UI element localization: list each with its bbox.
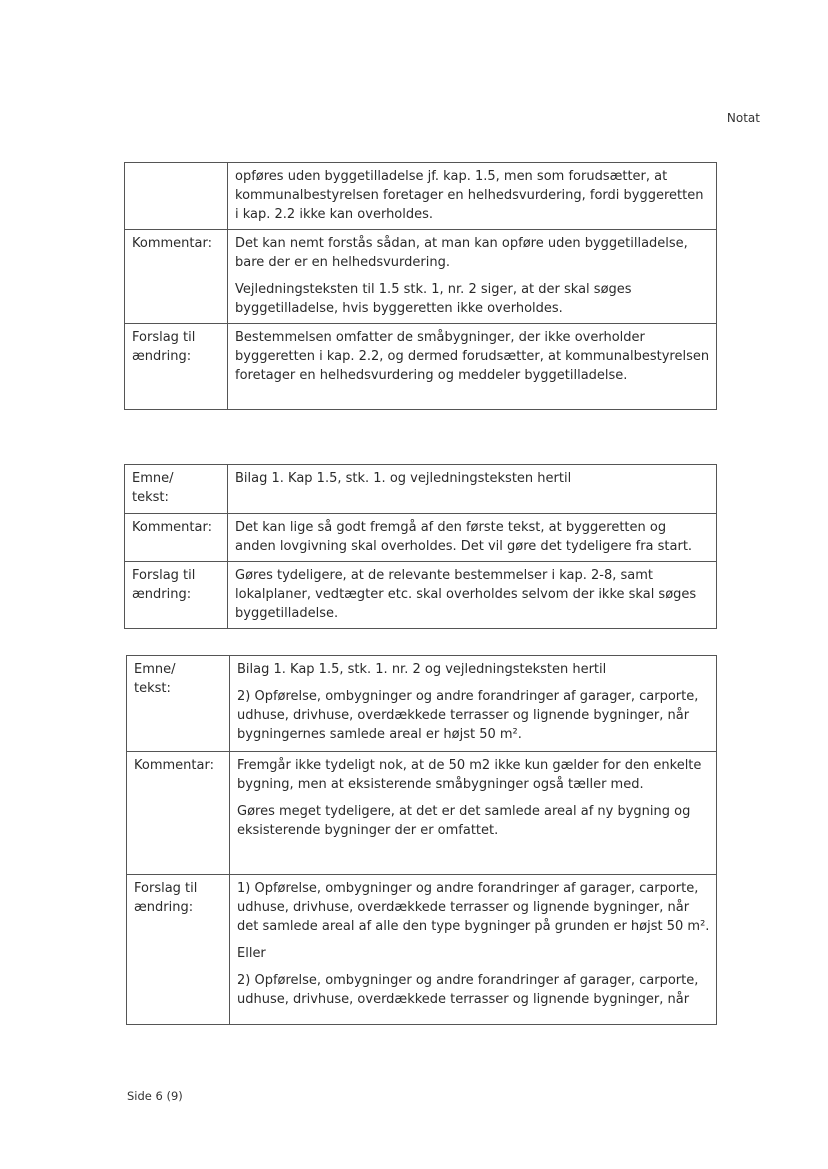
comment-paragraph: Gøres meget tydeligere, at det er det samlede areal af ny bygning og eksisterende bygninger der er omfattet. <box>237 804 691 838</box>
comment-paragraph: Fremgår ikke tydeligt nok, at de 50 m2 ikke kun gælder for den enkelte bygning, men at eksisterende småbygninger også tæller med. <box>237 758 702 792</box>
subject-paragraph: 2) Opførelse, ombygninger og andre forandringer af garager, carporte, udhuse, drivhuse, overdækkede terrasser og lignende bygninger, når bygningernes samlede areal er højst 50 m². <box>237 689 699 742</box>
table-row <box>127 656 717 752</box>
proposal-paragraph: 1) Opførelse, ombygninger og andre forandringer af garager, carporte, udhuse, drivhuse, overdækkede terrasser og lignende bygninger, når det samlede areal af alle den type bygninger på grunden er højst 50 m². <box>237 881 710 934</box>
row-label <box>127 656 230 752</box>
row-label <box>125 163 228 230</box>
row-label-line: ændring: <box>134 900 194 915</box>
comment-table-2 <box>124 464 717 629</box>
table-row <box>125 230 717 324</box>
row-label: Kommentar: <box>125 514 228 562</box>
table-row <box>127 875 717 1025</box>
table-row <box>125 324 717 410</box>
row-label: Kommentar: <box>127 752 230 875</box>
proposal-paragraph: 2) Opførelse, ombygninger og andre forandringer af garager, carporte, udhuse, drivhuse, overdækkede terrasser og lignende bygninger, når <box>237 973 699 1007</box>
subject-cell <box>230 656 717 752</box>
table-row <box>125 514 717 562</box>
proposal-paragraph: Eller <box>237 946 266 961</box>
comment-paragraph: Vejledningsteksten til 1.5 stk. 1, nr. 2 siger, at der skal søges byggetilladelse, hvis byggeretten ikke overholdes. <box>235 282 632 316</box>
row-text: opføres uden byggetilladelse jf. kap. 1.5, men som forudsætter, at kommunalbestyrelsen foretager en helhedsvurdering, fordi byggeretten i kap. 2.2 ikke kan overholdes. <box>228 163 717 230</box>
row-label <box>125 324 228 410</box>
row-label <box>125 465 228 514</box>
row-label-line: ændring: <box>132 349 192 364</box>
row-label-line: Forslag til <box>134 881 198 896</box>
comment-table-1 <box>124 162 717 410</box>
row-label-line: Emne/ <box>134 662 176 677</box>
row-label-line: ændring: <box>132 587 192 602</box>
comment-paragraph: Det kan nemt forstås sådan, at man kan opføre uden byggetilladelse, bare der er en helhedsvurdering. <box>235 236 688 270</box>
subject-paragraph: Bilag 1. Kap 1.5, stk. 1. nr. 2 og vejledningsteksten hertil <box>237 662 607 677</box>
comment-cell: Det kan lige så godt fremgå af den første tekst, at byggeretten og anden lovgivning skal overholdes. Det vil gøre det tydeligere fra start. <box>228 514 717 562</box>
table-row <box>125 562 717 629</box>
proposal-cell <box>230 875 717 1025</box>
subject-cell: Bilag 1. Kap 1.5, stk. 1. og vejledningsteksten hertil <box>228 465 717 514</box>
table-row <box>125 163 717 230</box>
row-label-line: Forslag til <box>132 330 196 345</box>
row-label-line: tekst: <box>132 490 169 505</box>
document-type-label: Notat <box>726 111 760 125</box>
row-label-line: Emne/ <box>132 471 174 486</box>
row-label-line: tekst: <box>134 681 171 696</box>
row-label <box>125 562 228 629</box>
row-label <box>127 875 230 1025</box>
row-label: Kommentar: <box>125 230 228 324</box>
table-row <box>127 752 717 875</box>
table-row <box>125 465 717 514</box>
row-label-line: Forslag til <box>132 568 196 583</box>
comment-cell <box>228 230 717 324</box>
comment-table-3 <box>126 655 717 1025</box>
proposal-cell: Bestemmelsen omfatter de småbygninger, der ikke overholder byggeretten i kap. 2.2, og dermed forudsætter, at kommunalbestyrelsen foretager en helhedsvurdering og meddeler byggetilladelse. <box>228 324 717 410</box>
proposal-cell: Gøres tydeligere, at de relevante bestemmelser i kap. 2-8, samt lokalplaner, vedtægter etc. skal overholdes selvom der ikke skal søges byggetilladelse. <box>228 562 717 629</box>
page-number: Side 6 (9) <box>127 1089 183 1103</box>
comment-cell <box>230 752 717 875</box>
